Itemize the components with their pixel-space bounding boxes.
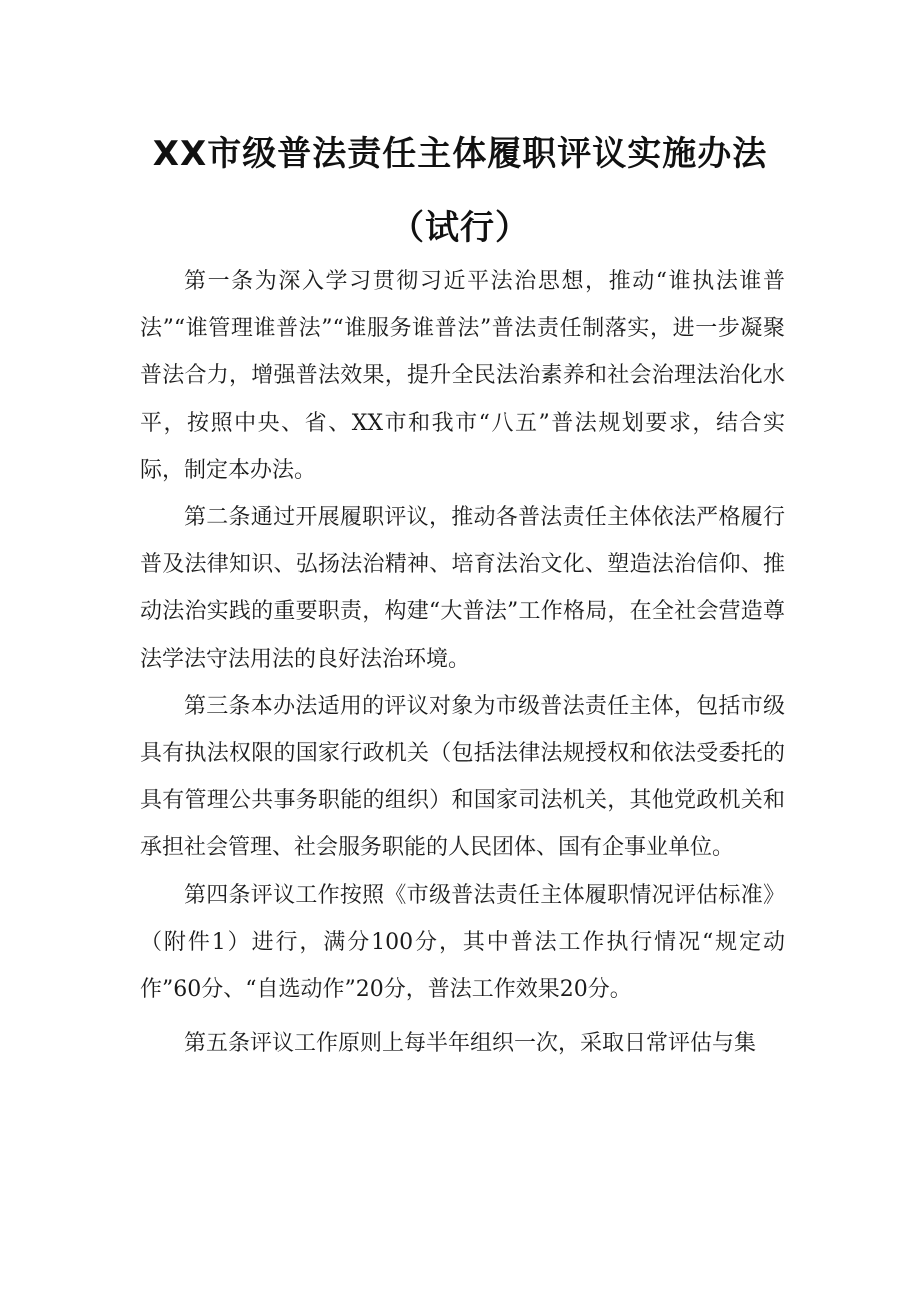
article-2: 第二条通过开展履职评议，推动各普法责任主体依法严格履行普及法律知识、弘扬法治精神、培育法治文化、塑造法治信仰、推动法治实践的重要职责，构建“大普法”工作格局，在全社会营造尊法学法守法用法的良好法治环境。 <box>140 505 785 672</box>
article-4: 第四条评议工作按照《市级普法责任主体履职情况评估标准》（附件1）进行，满分100分，其中普法工作执行情况“规定动作”60分、“自选动作”20分，普法工作效果20分。 <box>140 882 785 1003</box>
document-subtitle: （试行） <box>390 208 530 248</box>
document-title: XX市级普法责任主体履职评议实施办法 <box>152 134 768 174</box>
article-5: 第五条评议工作原则上每半年组织一次，采取日常评估与集 <box>184 1031 757 1057</box>
article-1: 第一条为深入学习贯彻习近平法治思想，推动“谁执法谁普法”“谁管理谁普法”“谁服务谁普法”普法责任制落实，进一步凝聚普法合力，增强普法效果，提升全民法治素养和社会治理法治化水平，按照中央、省、XX市和我市“八五”普法规划要求，结合实际，制定本办法。 <box>140 269 785 483</box>
document-body <box>140 258 785 1067</box>
article-3: 第三条本办法适用的评议对象为市级普法责任主体，包括市级具有执法权限的国家行政机关（包括法律法规授权和依法受委托的具有管理公共事务职能的组织）和国家司法机关，其他党政机关和承担社会管理、社会服务职能的人民团体、国有企事业单位。 <box>140 693 785 861</box>
